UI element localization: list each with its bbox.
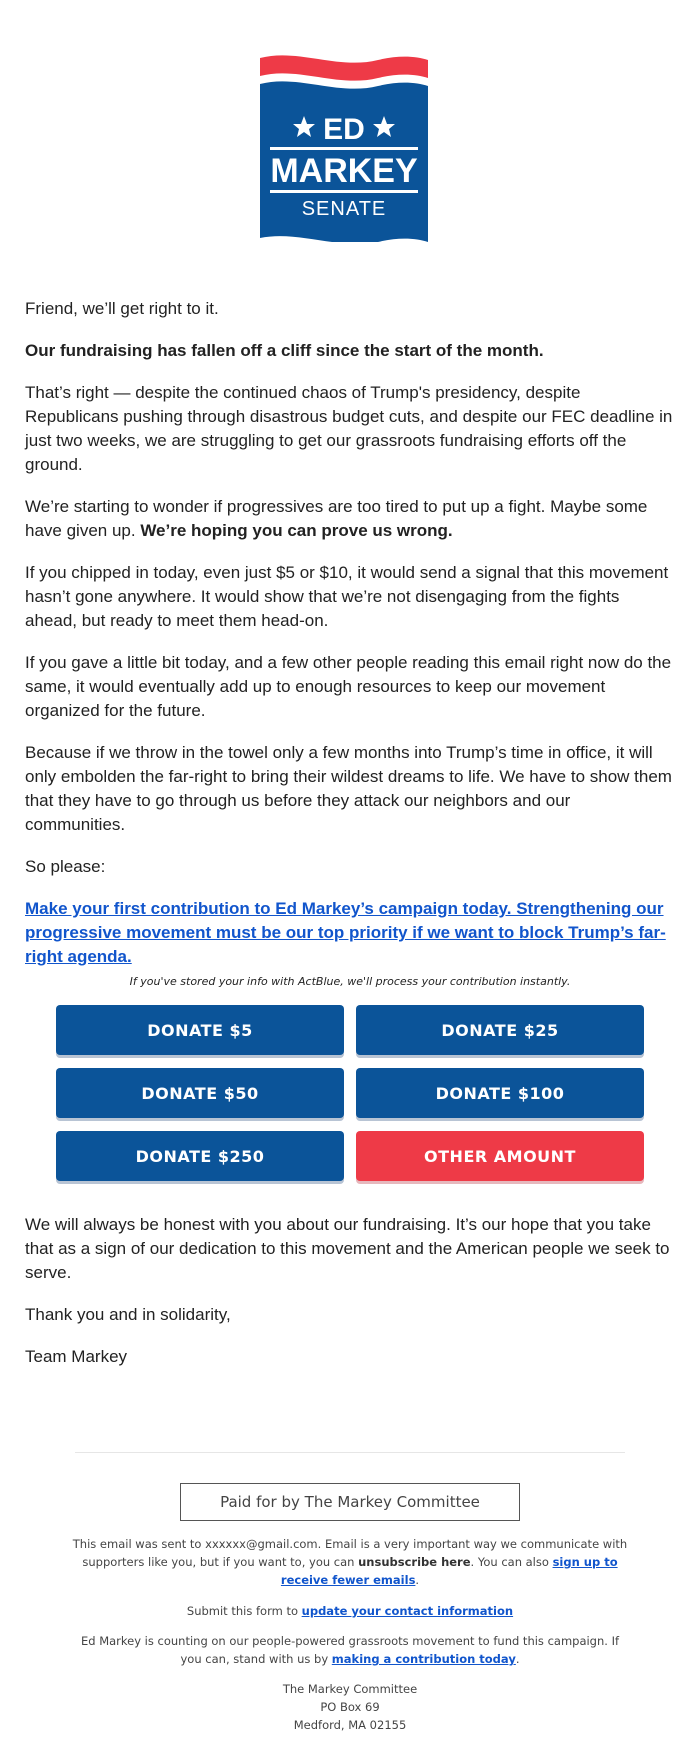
other-amount-button[interactable]: OTHER AMOUNT	[356, 1131, 644, 1181]
footer-address	[70, 1680, 630, 1734]
signoff: Team Markey	[25, 1347, 128, 1366]
svg-text:ED: ED	[323, 113, 365, 146]
counting-text: Ed Markey is counting on our people-powered grassroots movement to fund this campaign. If you can, stand with us by	[80, 1634, 620, 1666]
period-2: .	[515, 1652, 520, 1666]
contribution-today-link[interactable]: making a contribution today	[331, 1652, 516, 1666]
recipient-email: xxxxxx@gmail.com	[205, 1537, 318, 1551]
closing-thanks: Thank you and in solidarity,	[25, 1305, 231, 1324]
paragraph-2-bold: We’re hoping you can prove us wrong.	[140, 521, 453, 540]
svg-text:MARKEY: MARKEY	[270, 152, 418, 190]
greeting: Friend, we’ll get right to it.	[25, 299, 219, 318]
period: .	[415, 1573, 420, 1587]
headline	[25, 339, 675, 363]
paragraph-2-text: We’re starting to wonder if progressives are too tired to put up a fight. Maybe some have given up.	[25, 497, 648, 540]
also-text: . You can also	[470, 1555, 553, 1569]
ed-markey-logo	[258, 52, 430, 242]
so-please: So please:	[25, 857, 106, 876]
address-line-3: Medford, MA 02155	[293, 1718, 407, 1732]
paragraph-2	[25, 495, 675, 543]
donate-250-button[interactable]: DONATE $250	[56, 1131, 344, 1181]
fewer-emails-link[interactable]: sign up to receive fewer emails	[280, 1555, 618, 1587]
footer-divider	[75, 1452, 625, 1453]
svg-text:SENATE: SENATE	[301, 198, 387, 220]
unsubscribe-link[interactable]: unsubscribe here	[358, 1555, 471, 1569]
cta-contribution-link[interactable]: Make your first contribution to Ed Markey’s campaign today. Strengthening our progressive movement must be our top priority if we want to block Trump’s far-right agenda.	[25, 899, 666, 966]
sent-to-prefix: This email was sent to	[72, 1537, 206, 1551]
address-line-1: The Markey Committee	[282, 1682, 418, 1696]
donate-50-button[interactable]: DONATE $50	[56, 1068, 344, 1118]
email-body	[25, 297, 675, 987]
paragraph-3: If you chipped in today, even just $5 or $10, it would send a signal that this movement hasn’t gone anywhere. It would show that we’re not disengaging from the fights ahead, but ready to meet them head-on.	[25, 563, 669, 630]
paragraph-1: That’s right — despite the continued chaos of Trump's presidency, despite Republicans pushing through disastrous budget cuts, and despite our FEC deadline in just two weeks, we are struggling to get our grassroots fundraising efforts off the ground.	[25, 383, 673, 474]
footer-update-info	[70, 1602, 630, 1620]
paragraph-5: Because if we throw in the towel only a few months into Trump’s time in office, it will only embolden the far-right to bring their wildest dreams to life. We have to show them that they have to go through us before they attack our neighbors and our communities.	[25, 743, 672, 834]
headline-text: Our fundraising has fallen off a cliff since the start of the month.	[25, 341, 544, 360]
donate-5-button[interactable]: DONATE $5	[56, 1005, 344, 1055]
flag-logo-graphic	[258, 52, 430, 242]
donate-100-button[interactable]: DONATE $100	[356, 1068, 644, 1118]
footer-contribution-note	[70, 1632, 630, 1668]
submit-prefix: Submit this form to	[186, 1604, 302, 1618]
address-line-2: PO Box 69	[320, 1700, 380, 1714]
actblue-note: If you've stored your info with ActBlue, we'll process your contribution instantly.	[129, 975, 571, 988]
cta-paragraph	[25, 897, 675, 969]
footer-email-notice	[70, 1535, 630, 1589]
update-contact-link[interactable]: update your contact information	[301, 1604, 514, 1618]
paid-for-box: Paid for by The Markey Committee	[180, 1483, 520, 1521]
donate-25-button[interactable]: DONATE $25	[356, 1005, 644, 1055]
closing-section	[25, 1213, 675, 1387]
sent-to-mid: . Email is a very important way we communicate with supporters like you, but if you want to, you can	[82, 1537, 628, 1569]
paragraph-4: If you gave a little bit today, and a few other people reading this email right now do the same, it would eventually add up to enough resources to keep our movement organized for the future.	[25, 653, 672, 720]
closing-paragraph: We will always be honest with you about our fundraising. It’s our hope that you take that as a sign of our dedication to this movement and the American people we seek to serve.	[25, 1215, 670, 1282]
